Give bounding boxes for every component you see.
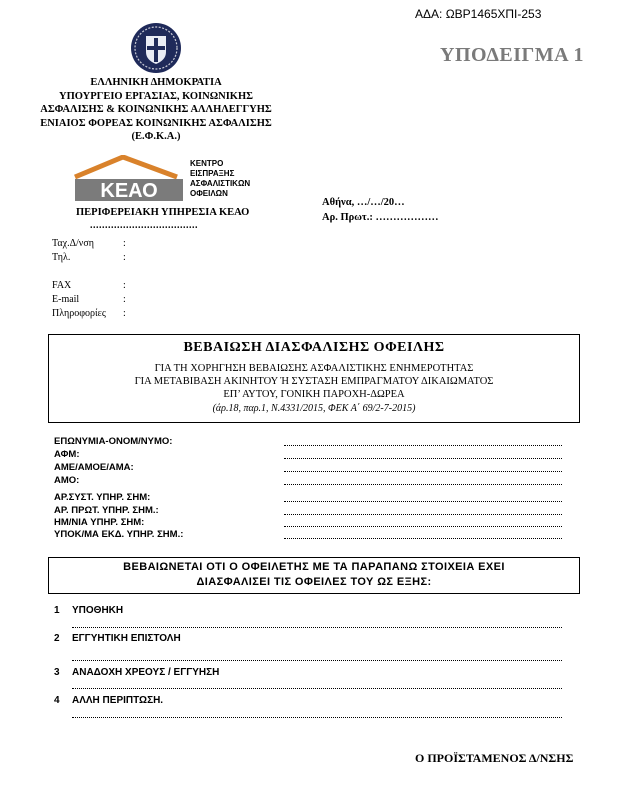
contact-colon: : (123, 294, 126, 305)
keao-logo (73, 155, 185, 203)
ministry-header (40, 76, 272, 144)
field-afm-input[interactable] (284, 458, 562, 459)
place-date: Αθήνα, …/…/20… (322, 197, 405, 208)
field-branch-input[interactable] (284, 538, 562, 539)
field-branch-label: ΥΠΟΚ/ΜΑ ΕΚΔ. ΥΠΗΡ. ΣΗΜ.: (54, 529, 184, 540)
logo-caption-3: ΑΣΦΑΛΙΣΤΙΚΩΝ (190, 179, 251, 188)
logo-caption-4: ΟΦΕΙΛΩΝ (190, 189, 228, 198)
item-number: 1 (54, 605, 60, 616)
ada-code: ΑΔΑ: ΩΒΡ1465ΧΠΙ-253 (415, 7, 542, 21)
item-label-debt-assumption: ΑΝΑΔΟΧΗ ΧΡΕΟΥΣ / ΕΓΓΥΗΣΗ (72, 667, 220, 678)
field-date-label: ΗΜ/ΝΙΑ ΥΠΗΡ. ΣΗΜ: (54, 517, 145, 528)
header-line-3: ΑΣΦΑΛΙΣΗΣ & ΚΟΙΝΩΝΙΚΗΣ ΑΛΛΗΛΕΓΓΥΗΣ (40, 104, 272, 115)
field-date-input[interactable] (284, 526, 562, 527)
certificate-legal-ref: (άρ.18, παρ.1, Ν.4331/2015, ΦΕΚ Α΄ 69/2-7-2015) (212, 403, 416, 414)
statement-line-1: ΒΕΒΑΙΩΝΕΤΑΙ ΟΤΙ Ο ΟΦΕΙΛΕΤΗΣ ΜΕ ΤΑ ΠΑΡΑΠΑΝΩ ΣΤΟΙΧΕΙΑ ΕΧΕΙ (123, 561, 505, 573)
item-label-guarantee-letter: ΕΓΓΥΗΤΙΚΗ ΕΠΙΣΤΟΛΗ (72, 633, 181, 644)
contact-colon: : (123, 280, 126, 291)
item-label-mortgage: ΥΠΟΘΗΚΗ (72, 605, 124, 616)
header-line-4: ΕΝΙΑΙΟΣ ΦΟΡΕΑΣ ΚΟΙΝΩΝΙΚΗΣ ΑΣΦΑΛΙΣΗΣ (40, 117, 272, 129)
certificate-line-3: ΕΠ’ ΑΥΤΟΥ, ΓΟΝΙΚΗ ΠΑΡΟΧΗ-ΔΩΡΕΑ (223, 389, 405, 400)
contact-phone-label: Τηλ. (52, 252, 71, 263)
item-number: 4 (54, 695, 60, 706)
logo-caption (190, 159, 250, 199)
statement-line-2: ΔΙΑΣΦΑΛΙΣΕΙ ΤΙΣ ΟΦΕΙΛΕΣ ΤΟΥ ΩΣ ΕΞΗΣ: (196, 576, 432, 588)
regional-service-dots: .................................... (90, 220, 198, 231)
contact-colon: : (123, 238, 126, 249)
field-ame-label: ΑΜΕ/ΑΜΟΕ/ΑΜΑ: (54, 462, 134, 473)
certificate-line-1: ΓΙΑ ΤΗ ΧΟΡΗΓΗΣΗ ΒΕΒΑΙΩΣΗΣ ΑΣΦΑΛΙΣΤΙΚΗΣ ΕΝΗΜΕΡΟΤΗΤΑΣ (154, 363, 474, 374)
contact-email-label: E-mail (52, 294, 80, 305)
field-amo-input[interactable] (284, 484, 562, 485)
signature-title: Ο ΠΡΟΪΣΤΑΜΕΝΟΣ Δ/ΝΣΗΣ (415, 751, 574, 765)
logo-caption-1: ΚΕΝΤΡΟ (190, 159, 224, 168)
contact-colon: : (123, 308, 126, 319)
header-line-5: (Ε.Φ.Κ.Α.) (131, 131, 181, 142)
protocol-number: Αρ. Πρωτ.: ……………… (322, 212, 439, 223)
item-dots-other-case[interactable] (72, 717, 562, 718)
contact-info-label: Πληροφορίες (52, 308, 106, 319)
logo-text: ΚΕΑΟ (100, 180, 158, 202)
item-number: 3 (54, 667, 60, 678)
header-line-1: ΕΛΛΗΝΙΚΗ ΔΗΜΟΚΡΑΤΙΑ (90, 77, 222, 88)
field-amo-label: ΑΜΟ: (54, 475, 80, 486)
item-dots-mortgage[interactable] (72, 627, 562, 628)
item-dots-guarantee-letter[interactable] (72, 660, 562, 661)
logo-caption-2: ΕΙΣΠΡΑΞΗΣ (190, 169, 235, 178)
place-date-block (322, 195, 439, 225)
contact-fax-label: FAX (52, 280, 72, 291)
item-label-other-case: ΑΛΛΗ ΠΕΡΙΠΤΩΣΗ. (72, 695, 164, 706)
field-name-input[interactable] (284, 445, 562, 446)
certificate-line-2: ΓΙΑ ΜΕΤΑΒΙΒΑΣΗ ΑΚΙΝΗΤΟΥ Ή ΣΥΣΤΑΣΗ ΕΜΠΡΑΓΜΑΤΟΥ ΔΙΚΑΙΩΜΑΤΟΣ (134, 376, 494, 387)
certificate-title-box (48, 334, 580, 423)
field-sys-no-input[interactable] (284, 501, 562, 502)
field-ame-input[interactable] (284, 471, 562, 472)
regional-service: ΠΕΡΙΦΕΡΕΙΑΚΗ ΥΠΗΡΕΣΙΑ ΚΕΑΟ (76, 207, 250, 218)
certificate-title: ΒΕΒΑΙΩΣΗ ΔΙΑΣΦΑΛΙΣΗΣ ΟΦΕΙΛΗΣ (183, 340, 445, 355)
field-sys-no-label: ΑΡ.ΣΥΣΤ. ΥΠΗΡ. ΣΗΜ: (54, 492, 151, 503)
field-prot-no-input[interactable] (284, 514, 562, 515)
field-name-label: ΕΠΩΝΥΜΙΑ-ΟΝΟΜ/ΝΥΜΟ: (54, 436, 173, 447)
item-number: 2 (54, 633, 60, 644)
contact-address-label: Ταχ.Δ/νση (52, 238, 94, 249)
field-afm-label: ΑΦΜ: (54, 449, 80, 460)
greek-coat-of-arms-icon (130, 22, 182, 74)
header-line-2: ΥΠΟΥΡΓΕΙΟ ΕΡΓΑΣΙΑΣ, ΚΟΙΝΩΝΙΚΗΣ (59, 90, 253, 102)
contact-colon: : (123, 252, 126, 263)
item-dots-debt-assumption[interactable] (72, 688, 562, 689)
template-title: ΥΠΟΔΕΙΓΜΑ 1 (440, 44, 584, 66)
statement-box (48, 557, 580, 594)
field-prot-no-label: ΑΡ. ΠΡΩΤ. ΥΠΗΡ. ΣΗΜ.: (54, 505, 159, 516)
